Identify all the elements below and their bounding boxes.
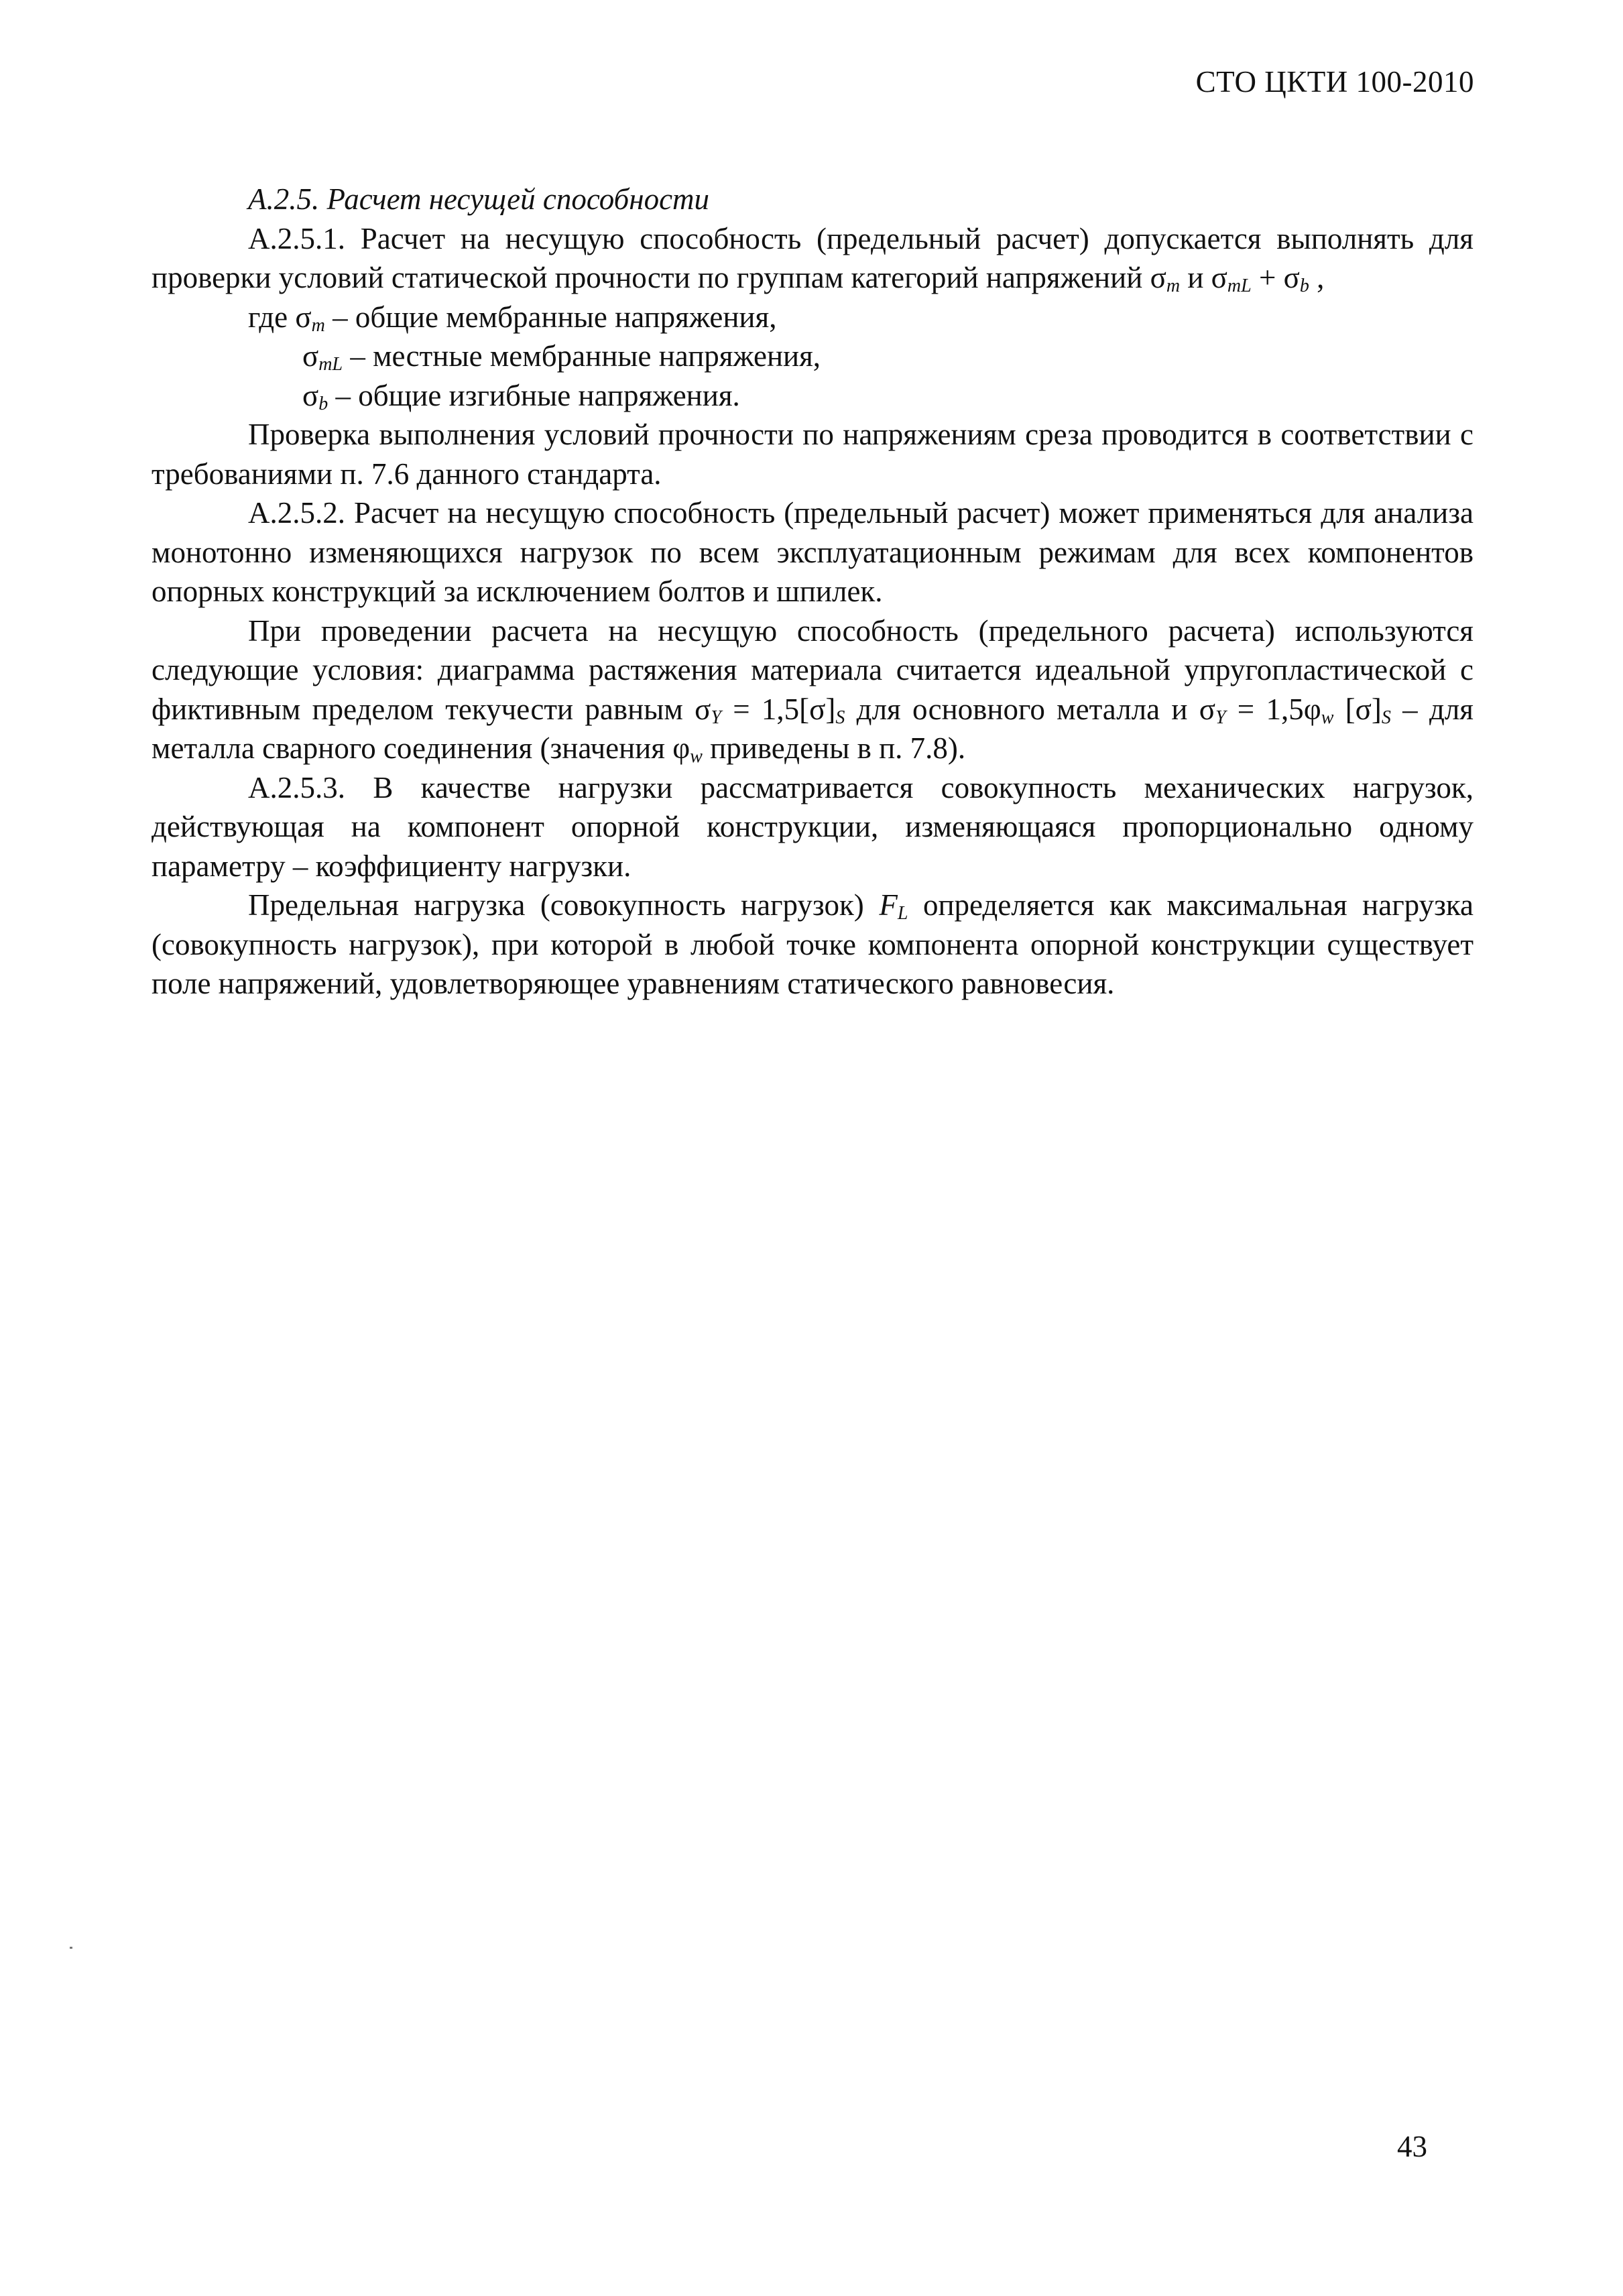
p4-mid2-text: – для металла сварного соединения (значения φ xyxy=(152,692,1474,765)
document-code: СТО ЦКТИ 100-2010 xyxy=(1195,65,1474,99)
p1-and-text: и xyxy=(1180,261,1211,294)
sigma-symbol: σ xyxy=(1211,261,1227,294)
definition-sigma-mL xyxy=(152,337,1474,376)
subscript-Y: Y xyxy=(711,707,721,728)
sigma-symbol: σ xyxy=(302,378,319,412)
where-word: где xyxy=(248,300,296,334)
subscript-mL: mL xyxy=(318,354,343,375)
p1-tail-text: , xyxy=(1309,261,1325,294)
equation-weld-metal-stress: [σ] xyxy=(1333,692,1382,726)
definition-text: – местные мембранные напряжения, xyxy=(343,339,821,373)
page-body xyxy=(152,180,1474,1004)
limit-load-symbol: F xyxy=(879,888,898,922)
subscript-mL: mL xyxy=(1227,276,1252,296)
subscript-m: m xyxy=(311,314,325,336)
subscript-S: S xyxy=(835,707,845,728)
definition-text: – общие изгибные напряжения. xyxy=(328,378,740,412)
paragraph-limit-load xyxy=(152,886,1474,1004)
paragraph-conditions xyxy=(152,611,1474,768)
definitions-list xyxy=(152,298,1474,416)
p6-tail-text: определяется как максимальная нагрузка (совокупность нагрузок), при которой в любой точке компонента опорной конструкции существует поле напряжений, удовлетворяющее уравнениям статического равновесия. xyxy=(152,888,1474,1000)
subscript-L: L xyxy=(897,903,908,924)
p4-lead-text: При проведении расчета на несущую способность (предельного расчета) используются следующие условия: диаграмма растяжения материала считается идеальной упругопластической с фиктивным пределом текучести равным xyxy=(152,613,1474,726)
sigma-symbol: σ xyxy=(302,339,319,373)
paragraph-a251 xyxy=(152,219,1474,298)
subscript-m: m xyxy=(1166,276,1181,296)
paragraph-shear-check: Проверка выполнения условий прочности по напряжениям среза проводится в соответствии с требованиями п. 7.6 данного стандарта. xyxy=(152,418,1474,491)
subscript-Y: Y xyxy=(1215,707,1226,728)
subscript-b: b xyxy=(318,393,328,414)
p4-tail-text: приведены в п. 7.8). xyxy=(702,731,966,765)
definition-text: – общие мембранные напряжения, xyxy=(324,300,777,334)
subscript-b: b xyxy=(1299,276,1309,296)
equation-weld-metal: = 1,5φ xyxy=(1225,692,1321,726)
equation-base-metal: = 1,5[σ] xyxy=(721,692,836,726)
p1-lead-text: А.2.5.1. Расчет на несущую способность (предельный расчет) допускается выполнять для проверки условий статической прочности по группам категорий напряжений xyxy=(152,221,1474,294)
subscript-w: w xyxy=(1321,707,1334,728)
subscript-S: S xyxy=(1381,707,1391,728)
sigma-symbol: σ xyxy=(295,300,312,334)
sigma-symbol: σ xyxy=(1199,692,1215,726)
plus-sign: + xyxy=(1251,261,1284,294)
page-number: 43 xyxy=(1397,2130,1427,2163)
section-heading: А.2.5. Расчет несущей способности xyxy=(248,182,710,216)
sigma-symbol: σ xyxy=(1283,261,1300,294)
definition-sigma-b xyxy=(152,376,1474,416)
subscript-w: w xyxy=(690,746,703,767)
sigma-symbol: σ xyxy=(695,692,711,726)
definition-sigma-m xyxy=(152,298,1474,337)
paragraph-a252: А.2.5.2. Расчет на несущую способность (предельный расчет) может применяться для анализа монотонно изменяющихся нагрузок по всем эксплуатационным режимам для всех компонентов опорных конструкций за исключением болтов и шпилек. xyxy=(152,496,1474,608)
p4-mid-text: для основного металла и xyxy=(845,692,1199,726)
scan-speck xyxy=(70,1947,72,1949)
p6-lead-text: Предельная нагрузка (совокупность нагрузок) xyxy=(248,888,880,922)
sigma-symbol: σ xyxy=(1150,261,1166,294)
paragraph-a253: А.2.5.3. В качестве нагрузки рассматривается совокупность механических нагрузок, действующая на компонент опорной конструкции, изменяющаяся пропорционально одному параметру – коэффициенту нагрузки. xyxy=(152,770,1474,883)
